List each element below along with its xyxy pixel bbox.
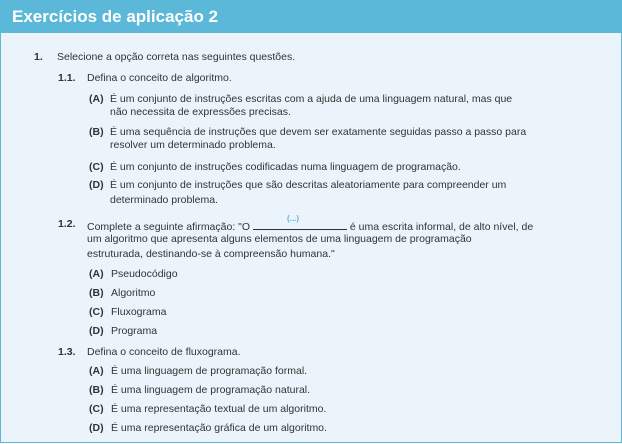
subquestion-text: estruturada, destinando-se à compreensão humana." bbox=[87, 248, 335, 260]
page-title: Exercícios de aplicação 2 bbox=[12, 7, 219, 26]
subquestion-text: um algoritmo que apresenta alguns elementos de uma linguagem de programação bbox=[87, 233, 472, 245]
question-number: 1. bbox=[34, 51, 43, 63]
option-text: É um conjunto de instruções codificadas numa linguagem de programação. bbox=[110, 161, 461, 173]
option-letter: (C) bbox=[89, 161, 104, 173]
option-letter: (C) bbox=[89, 306, 104, 318]
subquestion-text bbox=[87, 214, 534, 234]
option-text: É um conjunto de instruções escritas com a ajuda de uma linguagem natural, mas que bbox=[110, 93, 513, 105]
option-letter: (A) bbox=[89, 93, 104, 105]
option-text: Fluxograma bbox=[111, 306, 167, 318]
option-text: Programa bbox=[111, 325, 158, 337]
option-letter: (D) bbox=[89, 179, 104, 191]
option-text: resolver um determinado problema. bbox=[110, 139, 276, 151]
statement-start: Complete a seguinte afirmação: "O bbox=[87, 221, 251, 233]
question-text: Selecione a opção correta nas seguintes questões. bbox=[57, 51, 296, 63]
option-text: não necessita de expressões precisas. bbox=[110, 106, 291, 118]
subquestion-number: 1.2. bbox=[58, 218, 76, 230]
option-letter: (A) bbox=[89, 268, 104, 280]
option-text: É uma linguagem de programação formal. bbox=[111, 365, 308, 377]
fill-in-blank bbox=[253, 214, 347, 230]
option-text: É uma representação gráfica de um algoritmo. bbox=[111, 422, 327, 434]
option-text: É uma sequência de instruções que devem ser exatamente seguidas passo a passo para bbox=[110, 126, 527, 138]
option-letter: (B) bbox=[89, 384, 104, 396]
option-text: Pseudocódigo bbox=[111, 268, 178, 280]
option-letter: (C) bbox=[89, 403, 104, 415]
subquestion-number: 1.3. bbox=[58, 346, 76, 358]
subquestion-number: 1.1. bbox=[58, 72, 76, 84]
option-letter: (A) bbox=[89, 365, 104, 377]
option-text: É uma linguagem de programação natural. bbox=[111, 384, 311, 396]
option-letter: (B) bbox=[89, 287, 104, 299]
option-letter: (D) bbox=[89, 422, 104, 434]
subquestion-text: Defina o conceito de fluxograma. bbox=[87, 346, 241, 358]
blank-label: (...) bbox=[286, 214, 299, 223]
option-letter: (B) bbox=[89, 126, 104, 138]
statement-end: é uma escrita informal, de alto nível, de bbox=[349, 221, 534, 233]
option-text: É um conjunto de instruções que são descritas aleatoriamente para compreender um bbox=[110, 179, 507, 191]
subquestion-text: Defina o conceito de algoritmo. bbox=[87, 72, 232, 84]
header-bar bbox=[0, 0, 622, 33]
option-text: Algoritmo bbox=[111, 287, 156, 299]
option-text: determinado problema. bbox=[110, 194, 218, 206]
option-text: É uma representação textual de um algoritmo. bbox=[111, 403, 327, 415]
option-letter: (D) bbox=[89, 325, 104, 337]
